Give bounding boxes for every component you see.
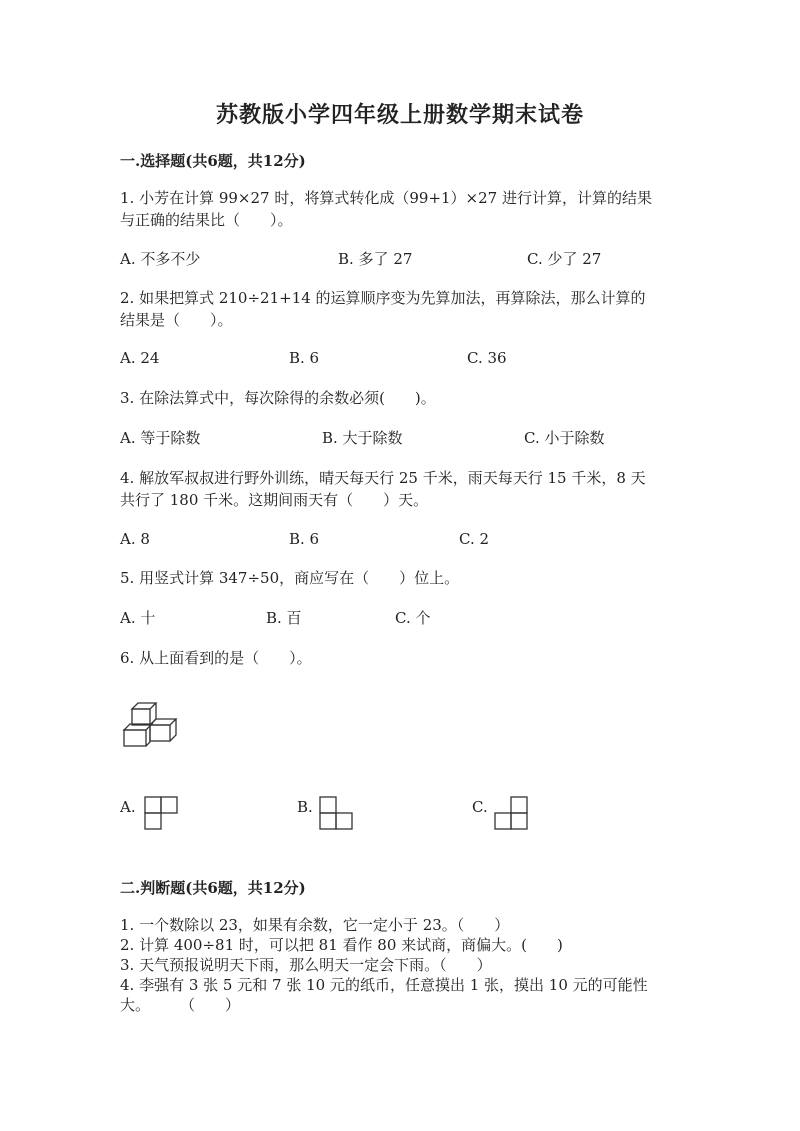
q2-option-a: A. 24 bbox=[120, 349, 160, 367]
q5-option-c: C. 个 bbox=[395, 609, 431, 627]
question-text: 结果是（ ）。 bbox=[120, 311, 233, 329]
q1-option-b: B. 多了 27 bbox=[338, 250, 413, 268]
q4-option-b: B. 6 bbox=[289, 530, 320, 548]
question-2 bbox=[120, 287, 680, 331]
question-text: 3. 在除法算式中，每次除得的余数必须( )。 bbox=[120, 389, 436, 407]
judgement-question-4-cont: 大。 （ ） bbox=[120, 996, 241, 1014]
question-text: 6. 从上面看到的是（ ）。 bbox=[120, 649, 312, 667]
q4-option-a: A. 8 bbox=[120, 530, 150, 548]
section-heading-judgement: 二.判断题(共6题，共12分) bbox=[120, 879, 306, 897]
q3-option-c: C. 小于除数 bbox=[524, 429, 605, 447]
question-text: 共行了 180 千米。这期间雨天有（ ）天。 bbox=[120, 491, 429, 509]
question-3 bbox=[120, 387, 680, 409]
question-text: 1. 小芳在计算 99×27 时，将算式转化成（99+1）×27 进行计算，计算的结果 bbox=[120, 189, 652, 207]
section-heading-choice: 一.选择题(共6题，共12分) bbox=[120, 152, 306, 170]
q3-option-a: A. 等于除数 bbox=[120, 429, 201, 447]
judgement-question-3: 3. 天气预报说明天下雨，那么明天一定会下雨。（ ） bbox=[120, 956, 492, 974]
question-text: 与正确的结果比（ ）。 bbox=[120, 211, 293, 229]
question-6 bbox=[120, 647, 680, 669]
q4-option-c: C. 2 bbox=[459, 530, 490, 548]
q6-option-a: A. bbox=[120, 798, 136, 816]
option-c-squares-figure bbox=[493, 795, 529, 831]
q1-option-a: A. 不多不少 bbox=[120, 250, 201, 268]
judgement-questions bbox=[120, 915, 680, 1015]
judgement-question-4: 4. 李强有 3 张 5 元和 7 张 10 元的纸币，任意摸出 1 张，摸出 10 元的可能性 bbox=[120, 976, 648, 994]
option-b-squares-figure bbox=[318, 795, 354, 831]
question-5 bbox=[120, 567, 680, 589]
question-text: 4. 解放军叔叔进行野外训练，晴天每天行 25 千米，雨天每天行 15 千米，8 天 bbox=[120, 469, 646, 487]
q6-option-c: C. bbox=[472, 798, 488, 816]
judgement-question-2: 2. 计算 400÷81 时，可以把 81 看作 80 来试商，商偏大。( ) bbox=[120, 936, 563, 954]
question-1 bbox=[120, 187, 680, 231]
judgement-question-1: 1. 一个数除以 23，如果有余数，它一定小于 23。（ ） bbox=[120, 916, 510, 934]
option-a-squares-figure bbox=[143, 795, 179, 831]
q3-option-b: B. 大于除数 bbox=[322, 429, 403, 447]
q6-option-b: B. bbox=[297, 798, 313, 816]
question-4 bbox=[120, 467, 680, 511]
q2-option-c: C. 36 bbox=[467, 349, 507, 367]
q1-option-c: C. 少了 27 bbox=[527, 250, 602, 268]
page-title: 苏教版小学四年级上册数学期末试卷 bbox=[215, 102, 584, 128]
question-text: 2. 如果把算式 210÷21+14 的运算顺序变为先算加法，再算除法，那么计算的 bbox=[120, 289, 646, 307]
q5-option-b: B. 百 bbox=[266, 609, 302, 627]
cubes-figure bbox=[120, 700, 184, 750]
q2-option-b: B. 6 bbox=[289, 349, 320, 367]
question-text: 5. 用竖式计算 347÷50，商应写在（ ）位上。 bbox=[120, 569, 460, 587]
q5-option-a: A. 十 bbox=[120, 609, 156, 627]
